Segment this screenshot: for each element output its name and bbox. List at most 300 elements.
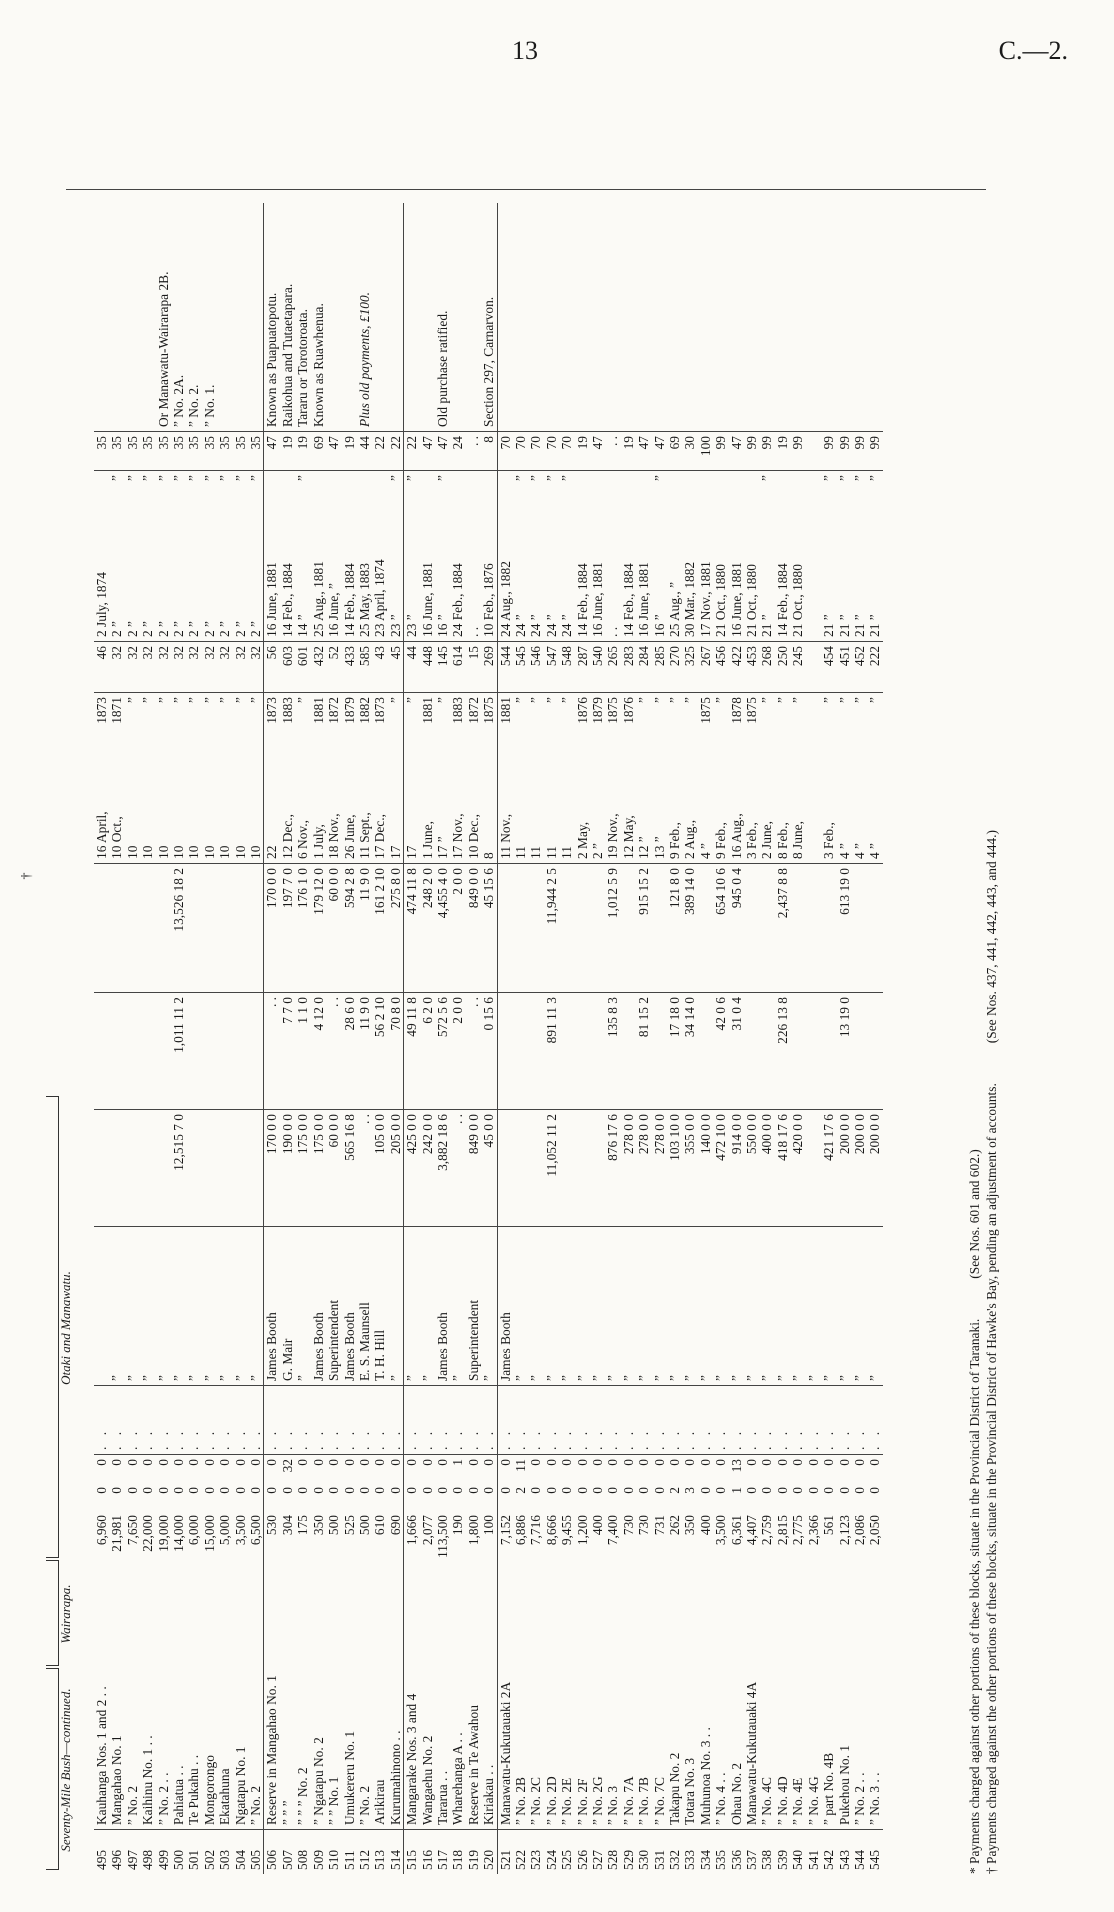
cell-roods: 0 bbox=[590, 1487, 605, 1494]
cell-registered-date: 25 Aug., 1881 bbox=[310, 561, 326, 637]
cell-block-name: ” No. 4D bbox=[774, 1776, 790, 1825]
cell-acres: 6,960 bbox=[94, 1515, 109, 1546]
cell-registered-year bbox=[372, 471, 387, 524]
cell-roods: 0 bbox=[528, 1487, 544, 1494]
cell-registered-date: 2 ” bbox=[124, 621, 140, 637]
cell-remarks bbox=[528, 203, 543, 432]
cell-perches: 0 bbox=[404, 1455, 420, 1484]
cell-reference-number: . . bbox=[466, 432, 481, 471]
cell-remarks: ” No. 2. bbox=[186, 384, 202, 427]
cell-deed-year: 1875 bbox=[481, 693, 497, 746]
cell-agent: ” bbox=[202, 1227, 217, 1386]
cell-total-value bbox=[559, 864, 574, 993]
margin-mark: † bbox=[19, 872, 35, 880]
cell-leader-dots: . . bbox=[867, 1386, 882, 1455]
cell-reference-number: 44 bbox=[357, 432, 372, 471]
cell-registered-date: 14 Feb., 1884 bbox=[341, 563, 357, 637]
cell-deed-year: ” bbox=[775, 693, 790, 746]
cell-total-value: 613 19 0 bbox=[837, 864, 852, 993]
cell-remarks bbox=[326, 203, 341, 432]
cell-agent: ” bbox=[248, 1227, 264, 1386]
cell-perches: 0 bbox=[759, 1459, 775, 1466]
cell-acres: 7,400 bbox=[605, 1515, 621, 1546]
cell-agent: ” bbox=[420, 1227, 435, 1386]
cell-reference-number: 70 bbox=[497, 432, 513, 471]
cell-payment-value: 135 8 3 bbox=[605, 993, 620, 1110]
cell-roods: 0 bbox=[171, 1487, 187, 1494]
cell-folio: 540 bbox=[590, 642, 605, 693]
cell-folio: 46 bbox=[94, 642, 109, 693]
cell-deed-year: ” bbox=[852, 693, 867, 746]
cell-roods: 0 bbox=[851, 1487, 867, 1494]
cell-leader-dots: . . bbox=[217, 1386, 232, 1455]
cell-registered-date: . . bbox=[465, 626, 481, 637]
cell-remarks bbox=[404, 203, 420, 432]
cell-leader-dots: . . bbox=[295, 1386, 310, 1455]
cell-payment-value bbox=[652, 993, 667, 1110]
section-label-otaki: Otaki and Manawatu. bbox=[58, 1271, 73, 1385]
cell-acres: 19,000 bbox=[155, 1515, 171, 1552]
table-row bbox=[435, 203, 450, 1874]
cell-cost-value: 103 10 0 bbox=[667, 1110, 682, 1227]
cell-acres: 22,000 bbox=[140, 1515, 156, 1552]
cell-reference-number: 22 bbox=[372, 432, 387, 471]
cell-leader-dots: . . bbox=[109, 1386, 124, 1455]
cell-registered-year bbox=[94, 471, 109, 524]
table-row bbox=[497, 203, 513, 1874]
cell-block-name: Pahiatua . . bbox=[171, 1765, 187, 1825]
cell-leader-dots: . . bbox=[186, 1386, 201, 1455]
cell-roods: 0 bbox=[356, 1487, 372, 1494]
cell-registered-date: 25 May, 1883 bbox=[356, 563, 372, 637]
cell-registered-date: 17 Nov., 1881 bbox=[697, 561, 713, 637]
cell-deed-year: ” bbox=[682, 693, 697, 746]
cell-acres: 100 bbox=[481, 1515, 497, 1536]
cell-total-value bbox=[759, 864, 774, 993]
cell-reference-number: 35 bbox=[156, 432, 171, 471]
cell-reference-number: 47 bbox=[729, 432, 744, 471]
cell-acres: 610 bbox=[372, 1515, 388, 1536]
cell-cost-value: 3,882 18 6 bbox=[435, 1110, 450, 1227]
cell-perches: 0 bbox=[155, 1459, 171, 1466]
cell-agent: ” bbox=[544, 1227, 559, 1386]
cell-acres: 1,666 bbox=[404, 1511, 420, 1591]
cell-acres: 14,000 bbox=[171, 1515, 187, 1552]
cell-registered-year bbox=[790, 471, 805, 524]
cell-folio: 454 bbox=[821, 642, 836, 693]
cell-remarks: ” No. 1. bbox=[201, 384, 217, 427]
cell-deed-date: 10 Oct., bbox=[109, 816, 125, 859]
cell-row-number: 512 bbox=[357, 1830, 372, 1875]
cell-perches: 0 bbox=[590, 1459, 605, 1466]
cell-registered-year bbox=[698, 471, 713, 524]
cell-folio: 268 bbox=[759, 642, 774, 693]
cell-block-name: ” No. 4C bbox=[759, 1777, 775, 1825]
cell-block-name: ” No. 7A bbox=[620, 1776, 636, 1825]
cell-registered-year bbox=[481, 471, 497, 524]
cell-perches: 0 bbox=[620, 1459, 636, 1466]
cell-reference-number: 35 bbox=[217, 432, 232, 471]
cell-folio: 45 bbox=[388, 642, 404, 693]
cell-leader-dots: . . bbox=[806, 1386, 821, 1455]
cell-payment-value bbox=[94, 993, 109, 1110]
cell-remarks bbox=[621, 203, 636, 432]
cell-row-number: 516 bbox=[420, 1830, 435, 1875]
cell-remarks: Section 297, Carnarvon. bbox=[481, 296, 497, 427]
cell-registered-date: 2 ” bbox=[109, 621, 125, 637]
cell-perches: 0 bbox=[186, 1459, 202, 1466]
cell-total-value: 594 2 8 bbox=[342, 864, 357, 993]
cell-leader-dots: . . bbox=[667, 1386, 682, 1455]
cell-perches: 0 bbox=[264, 1455, 280, 1484]
cell-remarks bbox=[544, 203, 559, 432]
cell-total-value: 2,437 8 8 bbox=[775, 864, 790, 993]
cell-reference-number: 35 bbox=[202, 432, 217, 471]
cell-deed-date: 11 Nov., bbox=[497, 745, 513, 864]
cell-payment-value: 1 1 0 bbox=[295, 993, 310, 1110]
cell-acres: 21,981 bbox=[109, 1515, 125, 1552]
cell-row-number: 527 bbox=[590, 1830, 605, 1875]
cell-leader-dots: . . bbox=[156, 1386, 171, 1455]
cell-registered-date: 16 June, 1881 bbox=[728, 562, 744, 637]
cell-cost-value: 105 0 0 bbox=[372, 1110, 387, 1227]
cell-agent: ” bbox=[186, 1227, 201, 1386]
cell-row-number: 521 bbox=[497, 1830, 513, 1875]
cell-row-number: 518 bbox=[450, 1830, 465, 1875]
cell-roods: 0 bbox=[543, 1487, 559, 1494]
cell-leader-dots: . . bbox=[744, 1386, 759, 1455]
cell-perches: 0 bbox=[387, 1459, 403, 1466]
cell-acres: 1,200 bbox=[574, 1515, 590, 1546]
cell-total-value bbox=[590, 864, 605, 993]
cell-perches: 0 bbox=[109, 1459, 125, 1466]
cell-block-name: ” No. 2 bbox=[248, 1785, 264, 1825]
cell-registered-year bbox=[713, 471, 728, 524]
cell-remarks bbox=[682, 203, 697, 432]
cell-total-value bbox=[186, 864, 201, 993]
cell-cost-value: 418 17 6 bbox=[775, 1110, 790, 1227]
cell-leader-dots: . . bbox=[342, 1386, 357, 1455]
cell-block-name: Umukereru No. 1 bbox=[341, 1730, 357, 1825]
cell-remarks bbox=[652, 203, 667, 432]
cell-folio: 15 bbox=[466, 642, 481, 693]
cell-total-value: 176 1 0 bbox=[295, 864, 310, 993]
cell-deed-date: 10 bbox=[124, 845, 140, 859]
cell-roods: 0 bbox=[774, 1487, 790, 1494]
cell-roods: 0 bbox=[217, 1487, 233, 1494]
cell-leader-dots: . . bbox=[481, 1386, 497, 1455]
table-row bbox=[790, 203, 805, 1874]
cell-perches: 0 bbox=[836, 1459, 852, 1466]
cell-reference-number: 47 bbox=[590, 432, 605, 471]
cell-total-value bbox=[806, 864, 821, 993]
cell-reference-number: 47 bbox=[435, 432, 450, 471]
cell-remarks bbox=[759, 203, 774, 432]
cell-registered-year: ” bbox=[233, 471, 248, 524]
cell-leader-dots: . . bbox=[775, 1386, 790, 1455]
cell-registered-date: 24 Feb., 1884 bbox=[450, 563, 466, 637]
cell-deed-year: ” bbox=[790, 693, 805, 746]
cell-row-number: 539 bbox=[775, 1830, 790, 1875]
cell-deed-year: ” bbox=[248, 693, 264, 746]
cell-leader-dots: . . bbox=[682, 1386, 697, 1455]
cell-roods: 0 bbox=[821, 1487, 837, 1494]
cell-block-name: ” part No. 4B bbox=[821, 1752, 837, 1825]
cell-agent: ” bbox=[667, 1227, 682, 1386]
cell-perches: 0 bbox=[497, 1455, 513, 1484]
cell-registered-date: 16 June, 1881 bbox=[636, 562, 652, 637]
cell-block-name: Totara No. 3 bbox=[682, 1757, 698, 1825]
cell-total-value bbox=[156, 864, 171, 993]
cell-payment-value bbox=[559, 993, 574, 1110]
cell-folio: 222 bbox=[867, 642, 882, 693]
cell-block-name: ” No. 7B bbox=[636, 1777, 652, 1825]
cell-cost-value: 140 0 0 bbox=[698, 1110, 713, 1227]
cell-leader-dots: . . bbox=[280, 1386, 295, 1455]
cell-perches: 0 bbox=[713, 1459, 729, 1466]
cell-total-value: 170 0 0 bbox=[264, 864, 280, 993]
cell-payment-value bbox=[109, 993, 124, 1110]
cell-remarks bbox=[513, 203, 528, 432]
cell-row-number: 497 bbox=[125, 1830, 140, 1875]
cell-remarks: Old purchase ratified. bbox=[434, 310, 450, 427]
cell-perches: 0 bbox=[140, 1459, 156, 1466]
cell-acres: 7,152 bbox=[497, 1511, 513, 1591]
cell-perches: 0 bbox=[124, 1459, 140, 1466]
cell-roods: 0 bbox=[186, 1487, 202, 1494]
cell-reference-number: 35 bbox=[140, 432, 155, 471]
cell-block-name: ” No. 2 bbox=[356, 1785, 372, 1825]
cell-remarks bbox=[559, 203, 574, 432]
cell-reference-number: 19 bbox=[280, 432, 295, 471]
cell-deed-year: 1875 bbox=[605, 693, 620, 746]
cell-payment-value: 226 13 8 bbox=[775, 993, 790, 1110]
cell-payment-value: 7 7 0 bbox=[280, 993, 295, 1110]
cell-deed-date: 1 July, bbox=[310, 824, 326, 859]
cell-acres: 2,050 bbox=[867, 1515, 883, 1546]
cell-row-number: 528 bbox=[605, 1830, 620, 1875]
cell-total-value bbox=[125, 864, 140, 993]
cell-folio: 32 bbox=[109, 642, 124, 693]
cell-registered-date: 2 July, 1874 bbox=[94, 572, 109, 637]
cell-total-value bbox=[217, 864, 232, 993]
cell-folio: 250 bbox=[775, 642, 790, 693]
cell-deed-date: 16 Aug., bbox=[728, 813, 744, 859]
cell-payment-value bbox=[790, 993, 805, 1110]
cell-remarks bbox=[233, 203, 248, 432]
cell-folio bbox=[806, 642, 821, 693]
cell-registered-year bbox=[450, 471, 465, 524]
cell-total-value bbox=[867, 864, 882, 993]
cell-deed-year: ” bbox=[821, 693, 836, 746]
cell-row-number: 533 bbox=[682, 1830, 697, 1875]
cell-roods: 1 bbox=[728, 1487, 744, 1494]
cell-cost-value: 400 0 0 bbox=[759, 1110, 774, 1227]
cell-total-value bbox=[652, 864, 667, 993]
cell-agent: ” bbox=[295, 1227, 310, 1386]
cell-deed-date: 2 ” bbox=[590, 843, 605, 859]
cell-leader-dots: . . bbox=[125, 1386, 140, 1455]
cell-row-number: 519 bbox=[466, 1830, 481, 1875]
cell-acres: 4,407 bbox=[744, 1515, 760, 1546]
cell-registered-year: ” bbox=[388, 471, 404, 524]
cell-row-number: 502 bbox=[202, 1830, 217, 1875]
cell-block-name: ” No. 2 . . bbox=[851, 1772, 867, 1825]
cell-perches: 0 bbox=[326, 1459, 342, 1466]
cell-row-number: 495 bbox=[94, 1830, 109, 1875]
cell-block-name: Ngatapu No. 1 bbox=[232, 1746, 248, 1825]
cell-remarks bbox=[729, 203, 744, 432]
cell-leader-dots: . . bbox=[821, 1386, 836, 1455]
cell-total-value bbox=[528, 864, 543, 993]
cell-deed-year: 1872 bbox=[466, 693, 481, 746]
cell-payment-value bbox=[867, 993, 882, 1110]
cell-total-value bbox=[497, 864, 513, 993]
cell-registered-year: ” bbox=[171, 471, 186, 524]
cell-deed-date: 9 Feb., bbox=[713, 822, 729, 859]
table-row bbox=[295, 203, 310, 1874]
cell-remarks bbox=[590, 203, 605, 432]
cell-reference-number: 99 bbox=[821, 432, 836, 471]
cell-registered-date: 2 ” bbox=[171, 621, 187, 637]
table-row bbox=[264, 203, 280, 1874]
cell-deed-date: 3 Feb., bbox=[821, 822, 837, 859]
cell-remarks bbox=[698, 203, 713, 432]
cell-registered-year: ” bbox=[109, 471, 124, 524]
cell-roods: 0 bbox=[481, 1487, 497, 1494]
cell-cost-value bbox=[559, 1110, 574, 1227]
cell-agent: ” bbox=[140, 1227, 155, 1386]
cell-cost-value: 420 0 0 bbox=[790, 1110, 805, 1227]
cell-folio: 145 bbox=[435, 642, 450, 693]
cell-acres: 304 bbox=[279, 1515, 295, 1536]
cell-remarks bbox=[575, 203, 590, 432]
cell-deed-date: 8 Feb., bbox=[774, 822, 790, 859]
cell-agent: Superintendent bbox=[326, 1227, 341, 1386]
cell-perches: 0 bbox=[310, 1459, 326, 1466]
cell-row-number: 515 bbox=[404, 1830, 420, 1875]
cell-acres: 2,077 bbox=[419, 1515, 435, 1546]
cell-agent: ” bbox=[713, 1227, 728, 1386]
cell-registered-year bbox=[682, 471, 697, 524]
cell-row-number: 532 bbox=[667, 1830, 682, 1875]
cell-agent: ” bbox=[837, 1227, 852, 1386]
cell-acres: 113,500 bbox=[434, 1515, 450, 1559]
cell-acres: 7,716 bbox=[528, 1515, 544, 1546]
cell-folio: 285 bbox=[652, 642, 667, 693]
cell-reference-number: 69 bbox=[667, 432, 682, 471]
cell-perches: 0 bbox=[574, 1459, 590, 1466]
cell-payment-value bbox=[186, 993, 201, 1110]
cell-total-value: 11 9 0 bbox=[357, 864, 372, 993]
cell-row-number: 531 bbox=[652, 1830, 667, 1875]
cell-deed-year: 1876 bbox=[621, 693, 636, 746]
cell-reference-number: 99 bbox=[744, 432, 759, 471]
cell-perches: 0 bbox=[201, 1459, 217, 1466]
cell-perches: 0 bbox=[605, 1459, 621, 1466]
cell-reference-number: 35 bbox=[94, 432, 109, 471]
cell-cost-value: 278 0 0 bbox=[636, 1110, 651, 1227]
cell-agent: ” bbox=[806, 1227, 821, 1386]
cell-perches: 0 bbox=[851, 1459, 867, 1466]
cell-reference-number: 99 bbox=[713, 432, 728, 471]
cell-agent: James Booth bbox=[497, 1227, 513, 1386]
cell-leader-dots: . . bbox=[497, 1386, 513, 1455]
cell-leader-dots: . . bbox=[140, 1386, 155, 1455]
cell-roods: 0 bbox=[867, 1487, 883, 1494]
cell-perches: 0 bbox=[248, 1459, 264, 1466]
cell-remarks bbox=[775, 203, 790, 432]
cell-registered-date: 21 ” bbox=[836, 614, 852, 637]
table-row bbox=[806, 203, 821, 1874]
cell-registered-year bbox=[326, 471, 341, 524]
cell-cost-value: 11,052 11 2 bbox=[544, 1110, 559, 1227]
cell-leader-dots: . . bbox=[357, 1386, 372, 1455]
cell-leader-dots: . . bbox=[636, 1386, 651, 1455]
cell-total-value: 11,944 2 5 bbox=[544, 864, 559, 993]
cell-row-number: 535 bbox=[713, 1830, 728, 1875]
cell-deed-date: 10 bbox=[201, 845, 217, 859]
cell-perches: 0 bbox=[805, 1459, 821, 1466]
cell-row-number: 498 bbox=[140, 1830, 155, 1875]
cell-total-value: 121 8 0 bbox=[667, 864, 682, 993]
cell-remarks bbox=[420, 203, 435, 432]
cell-remarks: ” No. 2A. bbox=[171, 374, 187, 427]
cell-cost-value: 421 17 6 bbox=[821, 1110, 836, 1227]
cell-row-number: 517 bbox=[435, 1830, 450, 1875]
cell-deed-year: 1882 bbox=[357, 693, 372, 746]
cell-registered-date: 10 Feb., 1876 bbox=[481, 563, 497, 637]
cell-leader-dots: . . bbox=[202, 1386, 217, 1455]
cell-deed-year: 1871 bbox=[109, 693, 124, 746]
section-label-wairarapa: Wairarapa. bbox=[58, 1584, 73, 1644]
cell-deed-date: 11 bbox=[543, 846, 559, 859]
cell-payment-value: . . bbox=[264, 993, 280, 1110]
cell-roods: 0 bbox=[697, 1487, 713, 1494]
cell-deed-year: ” bbox=[156, 693, 171, 746]
cell-folio: 270 bbox=[667, 642, 682, 693]
cell-acres: 2,759 bbox=[759, 1515, 775, 1546]
cell-agent: ” bbox=[233, 1227, 248, 1386]
cell-deed-year: 1878 bbox=[729, 693, 744, 746]
cell-folio: 283 bbox=[621, 642, 636, 693]
cell-reference-number: 22 bbox=[388, 432, 404, 471]
cell-leader-dots: . . bbox=[759, 1386, 774, 1455]
cell-perches: 0 bbox=[372, 1459, 388, 1466]
cell-block-name: Ohau No. 2 bbox=[728, 1762, 744, 1825]
cell-perches: 0 bbox=[341, 1459, 357, 1466]
document-reference: C.—2. bbox=[998, 36, 1068, 65]
cell-acres: 15,000 bbox=[201, 1515, 217, 1552]
cell-leader-dots: . . bbox=[621, 1386, 636, 1455]
cell-perches: 0 bbox=[651, 1459, 667, 1466]
cell-block-name: Takapu No. 2 bbox=[667, 1752, 683, 1825]
cell-leader-dots: . . bbox=[837, 1386, 852, 1455]
cell-registered-year bbox=[342, 471, 357, 524]
cell-deed-year: 1883 bbox=[280, 693, 295, 746]
cell-folio: 453 bbox=[744, 642, 759, 693]
cell-agent: ” bbox=[156, 1227, 171, 1386]
cell-cost-value: 425 0 0 bbox=[404, 1110, 420, 1227]
cell-acres: 3,500 bbox=[713, 1515, 729, 1546]
cell-acres: 1,800 bbox=[465, 1515, 481, 1546]
cell-agent: ” bbox=[171, 1227, 186, 1386]
cell-deed-date: 4 ” bbox=[867, 843, 883, 859]
cell-total-value: 45 15 6 bbox=[481, 864, 497, 993]
cell-block-name: ” No. 3 bbox=[605, 1785, 621, 1825]
cell-registered-year: ” bbox=[125, 471, 140, 524]
table-row bbox=[280, 203, 295, 1874]
